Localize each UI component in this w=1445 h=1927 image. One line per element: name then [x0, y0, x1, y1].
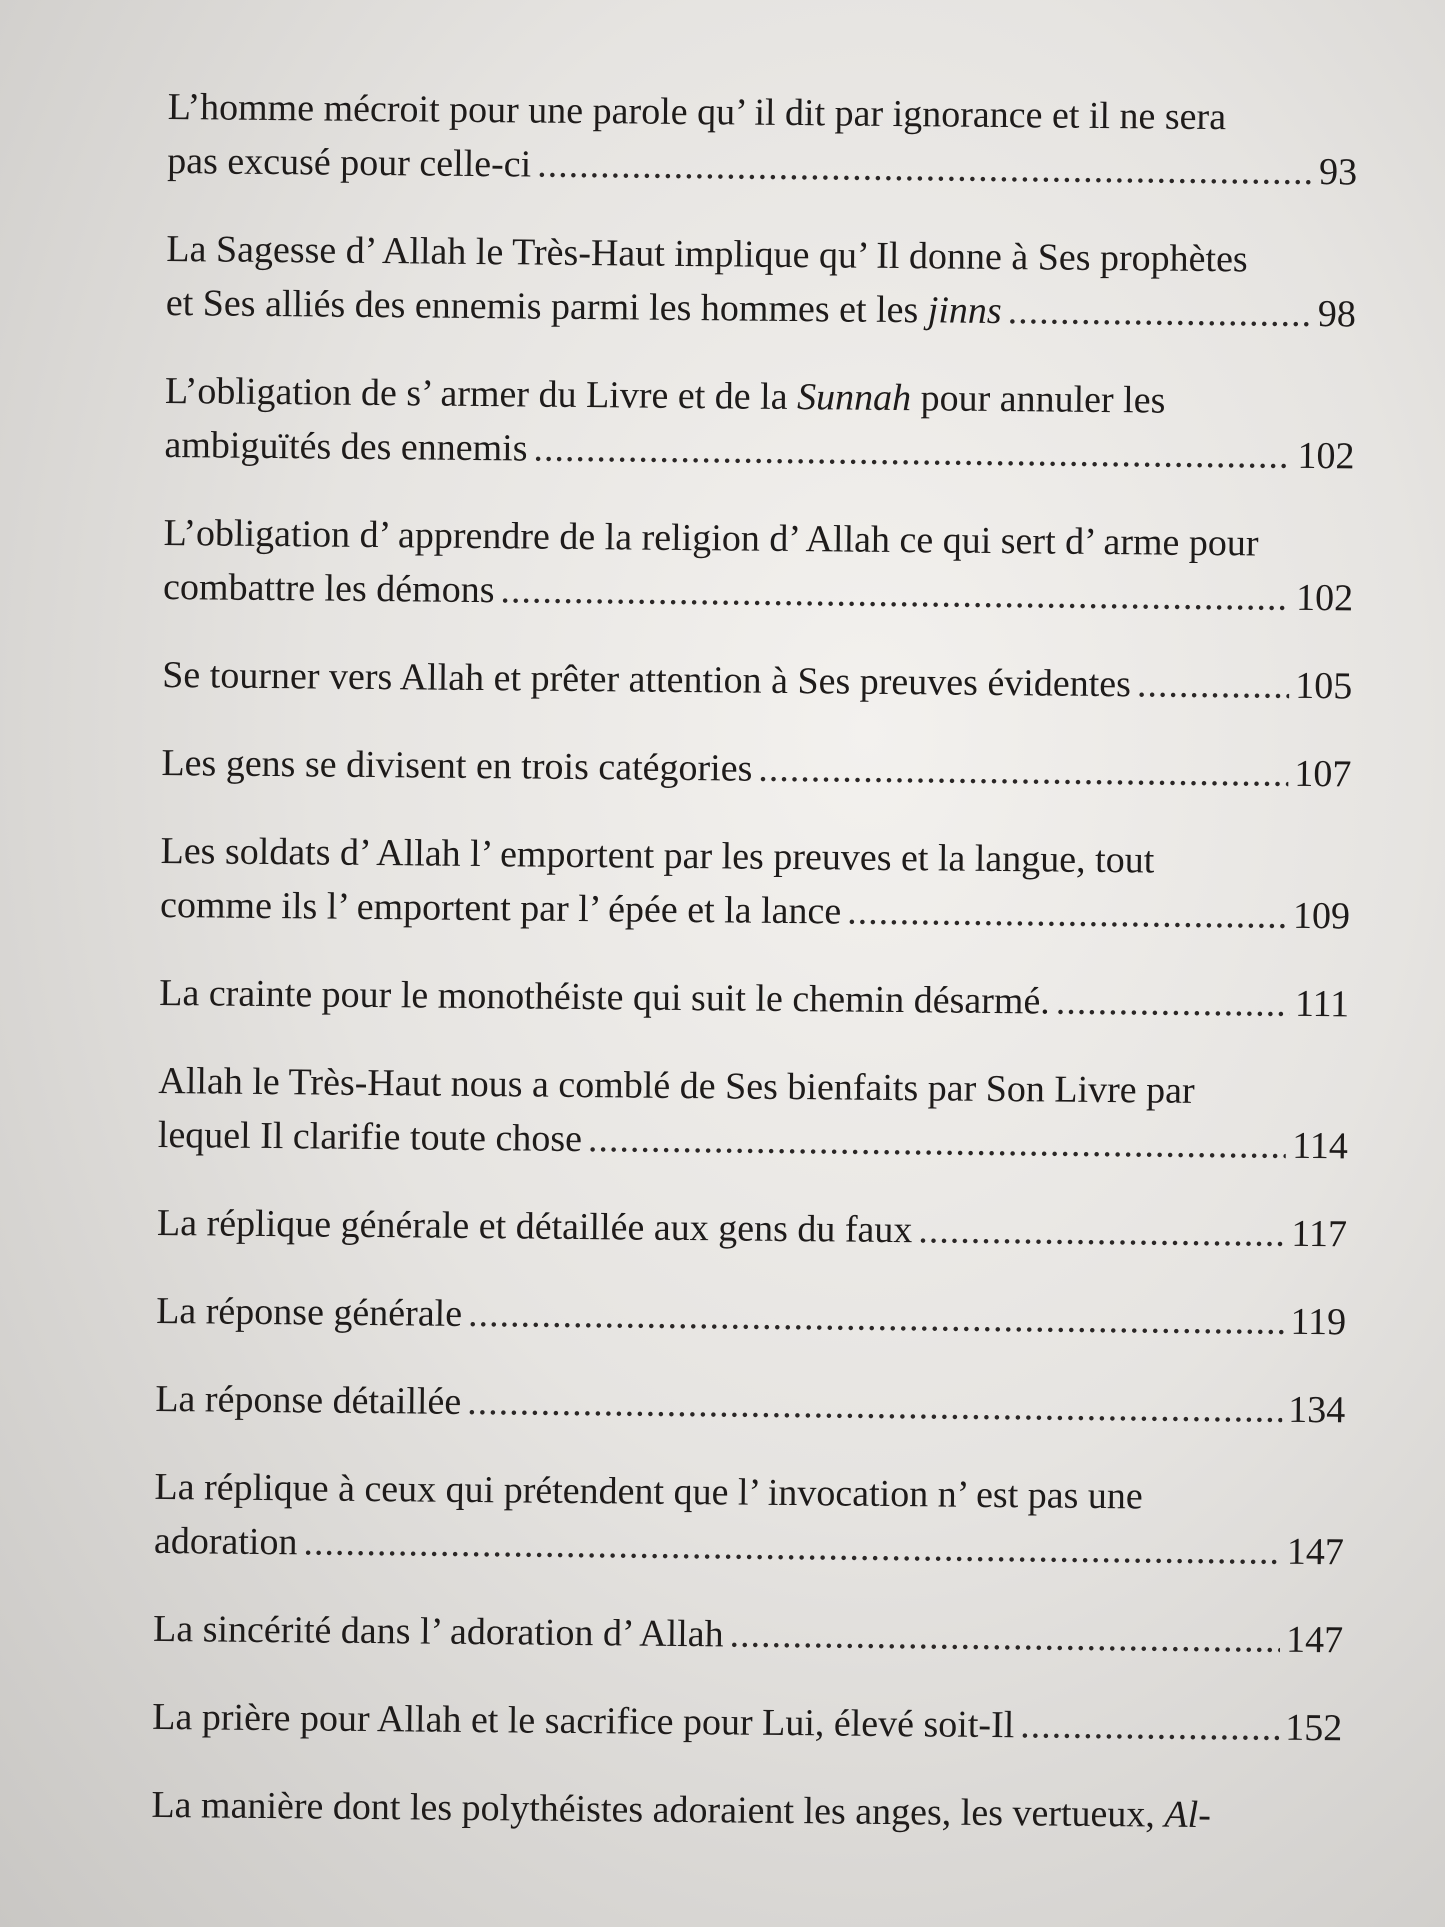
- toc-entry-line: L’homme mécroit pour une parole qu’ il dit par ignorance et il ne sera: [167, 85, 1227, 139]
- toc-entry: [152, 1690, 1342, 1755]
- toc-entry-line: Les soldats d’ Allah l’ emportent par les preuves et la langue, tout: [160, 829, 1155, 882]
- toc-entry-title: combattre les démons: [162, 565, 495, 612]
- toc-entry-last-line: [154, 1514, 1344, 1579]
- toc-entry: [154, 1460, 1345, 1579]
- dot-leader: [588, 1112, 1287, 1173]
- toc-entry-line: La réplique à ceux qui prétendent que l’ invocation n’ est pas une: [154, 1465, 1143, 1518]
- page-number: 152: [1285, 1706, 1343, 1750]
- page-number: 114: [1292, 1124, 1349, 1168]
- page-number: 147: [1285, 1618, 1344, 1662]
- page-number: 111: [1294, 982, 1350, 1026]
- dot-leader: [537, 138, 1313, 199]
- dot-leader: [533, 422, 1291, 483]
- toc-entry-last-line: [164, 418, 1354, 483]
- page-number: 117: [1291, 1212, 1348, 1256]
- toc-entry-title: lequel Il clarifie toute chose: [157, 1113, 583, 1161]
- toc-entry-line-italic: Sunnah: [796, 376, 912, 420]
- dot-leader: [303, 1515, 1281, 1578]
- toc-entry-line-text: La manière dont les polythéistes adoraient les anges, les vertueux,: [151, 1783, 1165, 1836]
- toc-entry: [155, 1372, 1345, 1437]
- toc-entry-title: pas excusé pour celle-ci: [167, 139, 532, 186]
- toc-entry: [158, 1054, 1349, 1173]
- dot-leader: [1056, 975, 1290, 1031]
- page-number: 119: [1290, 1300, 1347, 1344]
- toc-entry-title: La réponse générale: [155, 1289, 463, 1335]
- dot-leader: [758, 742, 1289, 801]
- toc-entry-title: La prière pour Allah et le sacrifice pour Lui, élevé soit-Il: [152, 1695, 1015, 1747]
- dot-leader: [729, 1607, 1280, 1666]
- toc-entry-last-line: [156, 1284, 1346, 1349]
- page-number: 93: [1318, 151, 1358, 194]
- page-number: 147: [1286, 1530, 1345, 1574]
- toc-entry: [166, 222, 1357, 341]
- dot-leader: [1020, 1698, 1279, 1754]
- toc-entry-title: Se tourner vers Allah et prêter attention à Ses preuves évidentes: [162, 653, 1132, 706]
- toc-entry-last-line: [157, 1196, 1347, 1261]
- toc-entry-title: La réplique générale et détaillée aux gens du faux: [156, 1201, 913, 1252]
- toc-entry-line: L’obligation d’ apprendre de la religion d’ Allah ce qui sert d’ arme pour: [163, 511, 1259, 565]
- toc-entry: [151, 1778, 1341, 1843]
- toc-entry-line-text: L’obligation de s’ armer du Livre et de la: [164, 369, 798, 419]
- toc-entry: [157, 1196, 1347, 1261]
- dot-leader: [500, 563, 1290, 625]
- page-number: 102: [1297, 434, 1355, 478]
- page-number: 134: [1288, 1388, 1346, 1432]
- page-number: 105: [1295, 664, 1353, 708]
- toc-entry-last-line: [161, 736, 1351, 801]
- toc-entry-last-line: [162, 648, 1352, 713]
- page-number: 102: [1295, 576, 1354, 620]
- page-number: 107: [1294, 752, 1352, 796]
- toc-entry: [153, 1602, 1343, 1667]
- dot-leader: [468, 1287, 1285, 1349]
- toc-entry-title-text: et Ses alliés des ennemis parmi les hommes et les: [165, 281, 928, 332]
- toc-entry-last-line: [158, 1108, 1348, 1173]
- toc-entry-last-line: [167, 134, 1357, 199]
- dot-leader: [847, 885, 1287, 943]
- toc-entry-last-line: [160, 878, 1350, 943]
- toc-entry-title: adoration: [153, 1519, 298, 1564]
- toc-entry-line-italic: Al-: [1164, 1793, 1212, 1837]
- dot-leader: [1007, 284, 1312, 341]
- toc-entry: [167, 80, 1358, 199]
- toc-entry-title: [166, 276, 1002, 338]
- toc-entry: [164, 364, 1355, 483]
- toc-entry-last-line: [152, 1690, 1342, 1755]
- toc-entry-title: La réponse détaillée: [155, 1377, 462, 1423]
- toc-entry-last-line: [153, 1602, 1343, 1667]
- toc-entry-title: Les gens se divisent en trois catégories: [161, 741, 753, 790]
- toc-entry-line: [151, 1778, 1341, 1843]
- toc-entry-last-line: [166, 276, 1356, 341]
- dot-leader: [467, 1375, 1283, 1437]
- toc-entry-title-italic: jinns: [927, 289, 1002, 333]
- table-of-contents: [151, 80, 1358, 1877]
- toc-entry-title: ambiguïtés des ennemis: [164, 423, 528, 470]
- page-number: 98: [1317, 293, 1357, 336]
- page-number: 109: [1292, 894, 1351, 938]
- toc-entry: [156, 1284, 1346, 1349]
- toc-entry: [161, 736, 1351, 801]
- toc-entry-title: La sincérité dans l’ adoration d’ Allah: [152, 1607, 724, 1656]
- toc-entry-title: comme ils l’ emportent par l’ épée et la lance: [159, 883, 842, 933]
- toc-entry: [162, 648, 1352, 713]
- dot-leader: [1137, 657, 1290, 712]
- toc-entry-line: La Sagesse d’ Allah le Très-Haut implique qu’ Il donne à Ses prophètes: [166, 227, 1248, 281]
- toc-entry-last-line: [155, 1372, 1345, 1437]
- toc-entry: [163, 506, 1354, 625]
- toc-entry: [159, 966, 1349, 1031]
- toc-entry: [160, 824, 1351, 943]
- dot-leader: [918, 1203, 1285, 1261]
- toc-entry-line: Allah le Très-Haut nous a comblé de Ses bienfaits par Son Livre par: [158, 1059, 1195, 1112]
- toc-entry-last-line: [163, 560, 1353, 625]
- toc-entry-last-line: [159, 966, 1349, 1031]
- toc-entry-title: La crainte pour le monothéiste qui suit le chemin désarmé.: [159, 971, 1051, 1023]
- toc-entry-line-text: pour annuler les: [910, 377, 1166, 422]
